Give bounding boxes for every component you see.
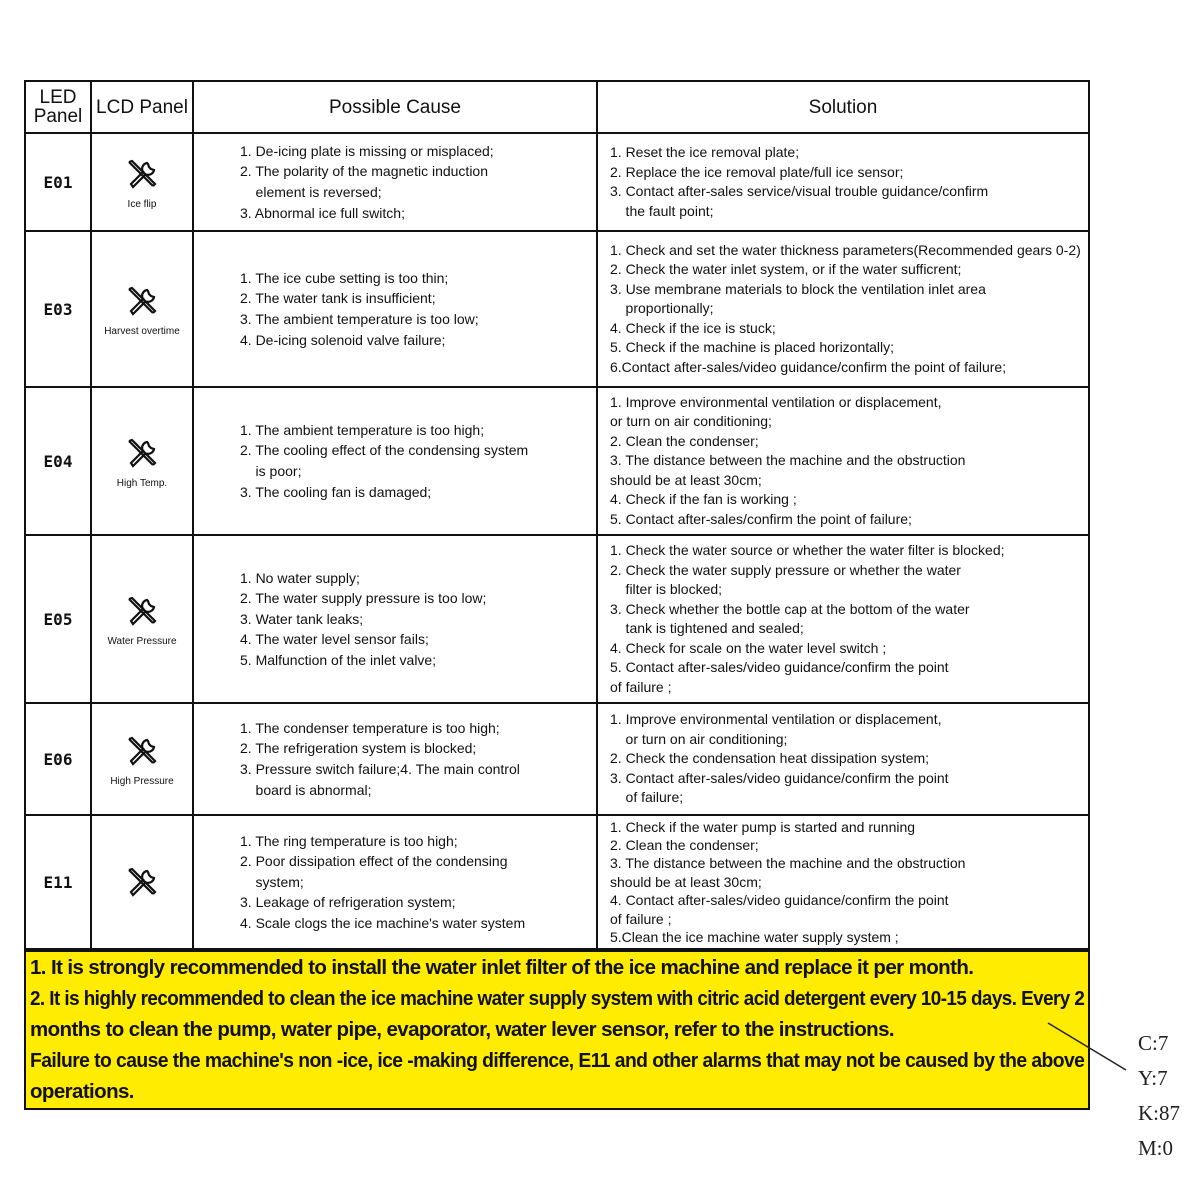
table-row [26,816,1088,950]
wrench-screwdriver-icon [125,735,159,772]
header-solution: Solution [808,96,878,118]
cause-item: 3. Leakage of refrigeration system; [240,894,456,911]
cause-item: element is reversed; [240,184,382,200]
cause-list [240,268,479,350]
solution-item: 3. Check whether the bottle cap at the bottom of the water [610,600,970,617]
lcd-label: Ice flip [127,199,157,210]
solution-item: should be at least 30cm; [610,471,762,488]
lcd-panel-cell [92,134,194,230]
note-line: Failure to cause the machine's non -ice, ice -making difference, E11 and other alarms that may not be caused by the above [30,1049,1085,1072]
note-line: operations. [30,1080,134,1103]
solution-cell [598,232,1088,386]
table-row [26,536,1088,704]
solution-item: the fault point; [610,202,714,219]
solution-cell [598,134,1088,230]
cause-item: 4. The water level sensor fails; [240,631,429,648]
cause-item: 5. Malfunction of the inlet valve; [240,651,437,668]
led-error-code: E05 [26,536,92,702]
page-content [24,80,1090,1110]
solution-item: 5.Clean the ice machine water supply system ; [610,929,899,946]
solution-cell [598,704,1088,814]
led-error-code: E11 [26,816,92,948]
solution-list [610,710,949,808]
cause-item: 1. No water supply; [240,569,360,586]
solution-item: or turn on air conditioning; [610,413,772,430]
solution-list [610,143,988,221]
cause-item: 3. The cooling fan is damaged; [240,483,432,500]
cause-item: 2. Poor dissipation effect of the condensing [240,853,508,870]
possible-cause-cell [194,536,598,702]
color-spec-item: K:87 [1138,1101,1180,1125]
solution-item: 3. Contact after-sales service/visual trouble guidance/confirm [610,183,989,199]
solution-item: 1. Check if the water pump is started and running [610,818,916,835]
solution-item: 2. Check the water supply pressure or whether the water [610,561,961,578]
possible-cause-cell [194,388,598,534]
led-error-code: E04 [26,388,92,534]
cause-item: 3. Pressure switch failure;4. The main control [240,761,520,777]
cause-item: 2. The cooling effect of the condensing system [240,442,529,459]
solution-item: 1. Reset the ice removal plate; [610,144,800,160]
table-header [26,82,1088,134]
solution-item: 4. Check if the ice is stuck; [610,319,776,336]
cause-item: 4. De-icing solenoid valve failure; [240,331,446,348]
solution-item: 1. Check and set the water thickness parameters(Recommended gears 0-2) [610,241,1081,258]
note-line: 2. It is highly recommended to clean the ice machine water supply system with citric acid detergent every 10-15 days. Every 2 [30,987,1085,1010]
header-possible-cause: Possible Cause [194,82,598,132]
possible-cause-cell [194,134,598,230]
possible-cause-cell [194,704,598,814]
solution-list [610,393,965,530]
solution-item: 2. Replace the ice removal plate/full ice sensor; [610,163,904,180]
error-code-table [24,80,1090,950]
lcd-panel-cell [92,232,194,386]
solution-cell [598,816,1088,948]
cause-item: 4. Scale clogs the ice machine's water system [240,914,526,931]
color-spec-item: M:0 [1138,1136,1174,1160]
lcd-panel-cell [92,704,194,814]
wrench-screwdriver-icon [125,437,159,474]
solution-item: 1. Check the water source or whether the water filter is blocked; [610,542,1005,558]
solution-cell [598,536,1088,702]
cause-list [240,718,520,800]
lcd-label: Water Pressure [107,636,177,647]
cause-item: 1. The condenser temperature is too high; [240,719,500,736]
cause-item: 2. The refrigeration system is blocked; [240,740,477,757]
led-error-code: E03 [26,232,92,386]
wrench-screwdriver-icon [125,595,159,632]
table-row [26,134,1088,232]
solution-item: 2. Clean the condenser; [610,836,759,853]
lcd-panel-cell [92,816,194,948]
lcd-panel-cell [92,388,194,534]
solution-item: 5. Check if the machine is placed horizontally; [610,339,895,356]
solution-item: 1. Improve environmental ventilation or displacement, [610,393,942,410]
solution-item: 4. Contact after-sales/video guidance/confirm the point [610,892,949,909]
solution-item: should be at least 30cm; [610,873,762,890]
led-error-code: E01 [26,134,92,230]
solution-item: 3. The distance between the machine and the obstruction [610,855,966,872]
possible-cause-cell [194,232,598,386]
cause-item: 2. The water tank is insufficient; [240,290,436,307]
cause-list [240,420,528,502]
solution-item: or turn on air conditioning; [610,730,788,747]
solution-item: 2. Clean the condenser; [610,432,759,449]
table-row [26,232,1088,388]
table-row [26,388,1088,536]
led-error-code: E06 [26,704,92,814]
possible-cause-cell [194,816,598,948]
solution-item: 2. Check the condensation heat dissipation system; [610,750,930,767]
header-lcd-panel: LCD Panel [92,82,194,132]
cause-item: 1. The ring temperature is too high; [240,832,458,849]
lcd-label: High Pressure [110,776,174,787]
solution-item: of failure ; [610,910,672,927]
solution-item: proportionally; [610,300,714,317]
cause-item: system; [240,873,304,890]
cause-item: 3. Water tank leaks; [240,610,364,627]
solution-list [610,818,965,947]
solution-item: 3. The distance between the machine and the obstruction [610,452,966,469]
header-led-panel: LED Panel [26,82,92,132]
wrench-screwdriver-icon [125,158,159,195]
color-spec-item: Y:7 [1138,1066,1168,1090]
solution-list [610,241,1081,378]
cause-item: 1. The ice cube setting is too thin; [240,269,449,286]
wrench-screwdriver-icon [125,866,159,903]
table-row [26,704,1088,816]
cause-list [240,141,494,223]
cause-item: is poor; [240,463,302,479]
lcd-panel-cell [92,536,194,702]
cause-item: 3. The ambient temperature is too low; [240,311,479,327]
solution-item: 4. Check for scale on the water level switch ; [610,639,887,656]
color-spec [1138,1026,1180,1166]
solution-item: 5. Contact after-sales/video guidance/confirm the point [610,659,949,675]
cause-item: 3. Abnormal ice full switch; [240,204,405,221]
cause-item: 1. The ambient temperature is too high; [240,421,485,438]
cause-list [240,831,525,934]
recommendation-note [24,950,1090,1110]
solution-item: filter is blocked; [610,581,723,597]
solution-item: 3. Contact after-sales/video guidance/confirm the point [610,769,949,786]
solution-item: 3. Use membrane materials to block the ventilation inlet area [610,280,986,297]
cause-item: 2. The water supply pressure is too low; [240,590,487,607]
cause-list [240,568,486,671]
note-line: 1. It is strongly recommended to install the water inlet filter of the ice machine and replace it per month. [30,956,974,979]
wrench-screwdriver-icon [125,285,159,322]
lcd-label: Harvest overtime [104,326,180,337]
solution-item: 1. Improve environmental ventilation or displacement, [610,711,942,728]
solution-item: 6.Contact after-sales/video guidance/confirm the point of failure; [610,358,1007,375]
cause-item: 1. De-icing plate is missing or misplaced; [240,142,494,159]
solution-item: 4. Check if the fan is working ; [610,491,797,508]
solution-item: tank is tightened and sealed; [610,620,804,636]
solution-item: 2. Check the water inlet system, or if the water sufficrent; [610,261,962,278]
solution-item: 5. Contact after-sales/confirm the point of failure; [610,510,912,527]
solution-list [610,541,1005,697]
color-spec-item: C:7 [1138,1031,1169,1055]
note-line: months to clean the pump, water pipe, evaporator, water lever sensor, refer to the instructions. [30,1018,894,1041]
solution-item: of failure ; [610,678,672,695]
cause-item: board is abnormal; [240,781,372,798]
lcd-label: High Temp. [116,478,168,489]
cause-item: 2. The polarity of the magnetic induction [240,163,489,180]
solution-item: of failure; [610,789,684,806]
pointer-line [1040,1015,1130,1075]
solution-cell [598,388,1088,534]
